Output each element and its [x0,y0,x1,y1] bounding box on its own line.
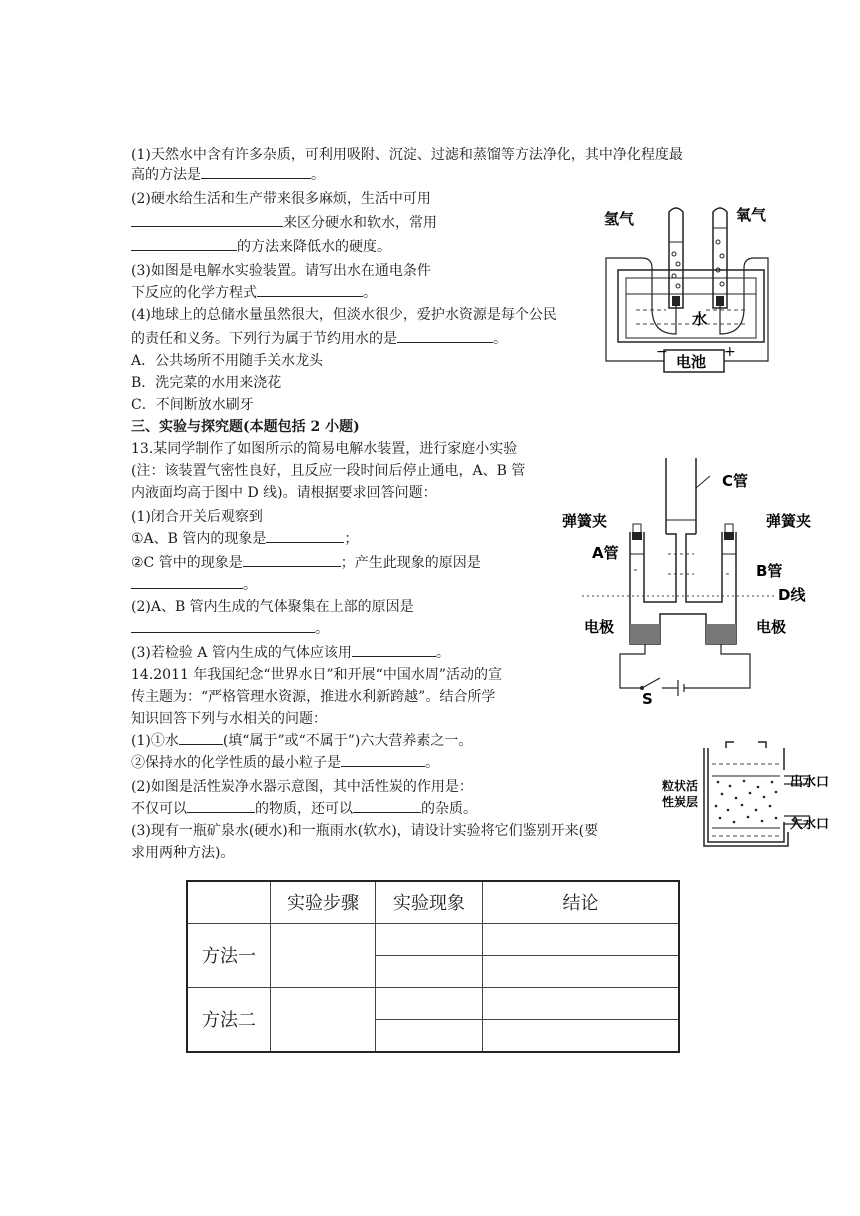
q14-line5 [131,754,439,772]
q13-q2-text: ②C 管中的现象是 [131,555,243,571]
switch-label: S [642,690,653,704]
q13-q2-reason: ；产生此现象的原因是 [340,555,481,571]
hydrogen-tube [669,208,683,308]
q13-line7 [131,576,257,594]
answer-blank[interactable] [397,330,493,343]
oxygen-label: 氧气 [736,206,767,224]
q14-q1-hint: (填“属于”或“不属于”)六大营养素之一。 [222,733,473,749]
water-label: 水 [692,310,708,328]
answer-blank[interactable] [131,238,237,251]
answer-blank[interactable] [352,644,436,657]
spring-clip [632,532,642,540]
table-header-cell [187,881,271,923]
table-header-cell: 实验步骤 [271,881,376,923]
q14-q1-text: (1)①水 [131,733,179,749]
table-cell[interactable] [271,987,376,1052]
q14-line9: 求用两种方法)。 [131,845,235,861]
q12-part1-line2 [131,166,325,184]
q12-option-b: B．洗完菜的水用来浇花 [131,375,282,391]
answer-blank[interactable] [341,754,425,767]
electrode-right-label: 电极 [756,618,787,636]
b-tube-label: B管 [756,562,783,580]
table-cell[interactable] [376,1019,483,1052]
table-cell[interactable] [483,955,680,987]
q12-part1-line1: (1)天然水中含有许多杂质，可利用吸附、沉淀、过滤和蒸馏等方法净化，其中净化程度最 [131,147,683,163]
q12-part4-line2 [131,330,507,348]
carbon-filter-diagram [660,740,830,850]
electrolysis-figure [596,198,776,374]
q13-q3-end: 。 [315,621,329,637]
home-electrolysis-figure [560,454,820,704]
q13-line6 [131,554,481,572]
q14-line7 [131,800,477,818]
q14-q2-text: ②保持水的化学性质的最小粒子是 [131,755,341,771]
q13-line8: (2)A、B 管内生成的气体聚集在上部的原因是 [131,599,414,615]
spring-clip [724,532,734,540]
q12-part4-text: 的责任和义务。下列行为属于节约用水的是 [131,331,397,347]
q13-line2: (注：该装置气密性良好，且反应一段时间后停止通电，A、B 管 [131,463,526,479]
c-tube-label: C管 [722,472,749,490]
switch [642,678,660,688]
q14-line8: (3)现有一瓶矿泉水(硬水)和一瓶雨水(软水)，请设计实验将它们鉴别开来(要 [131,823,599,839]
q12-option-c: C．不间断放水刷牙 [131,397,254,413]
q12-part2-end: 的方法来降低水的硬度。 [237,239,391,255]
q14-line4 [131,732,472,750]
table-header-cell: 实验现象 [376,881,483,923]
u-tube-inner [644,532,722,602]
carbon-granules [715,780,778,824]
q13-q4-text: (3)若检验 A 管内生成的气体应该用 [131,645,352,661]
table-cell[interactable] [376,955,483,987]
q13-line1: 13.某同学制作了如图所示的简易电解水装置，进行家庭小实验 [131,441,518,457]
q14-line3: 知识回答下列与水相关的问题： [131,711,327,727]
q13-q1-text: ①A、B 管内的现象是 [131,531,267,547]
electrode [716,296,724,306]
electrode [706,624,736,644]
table-row [187,987,679,1019]
q12-part3-line1: (3)如图是电解水实验装置。请写出水在通电条件 [131,263,431,279]
beaker [618,270,764,342]
q12-part1-text: 高的方法是 [131,167,201,183]
table-cell[interactable] [483,923,680,955]
answer-blank[interactable] [266,530,344,543]
q13-q4-end: 。 [435,645,450,661]
battery-label: 电池 [676,353,707,371]
carbon-layer-label-2: 性炭层 [662,795,699,809]
outlet-label: 出水口 [790,775,830,790]
carbon-layer-label-1: 粒状活 [662,779,699,793]
answer-blank[interactable] [243,554,341,567]
table-row [187,923,679,955]
answer-blank[interactable] [179,732,223,745]
q12-part2-line3 [131,238,391,256]
a-tube-label: A管 [592,544,619,562]
home-electrolysis-diagram [560,454,820,704]
q13-line3: 内液面均高于图中 D 线)。请根据要求回答问题： [131,485,437,501]
q14-line6: (2)如图是活性炭净水器示意图，其中活性炭的作用是： [131,779,473,795]
table-cell[interactable] [483,987,680,1019]
q13-q2-end: 。 [243,577,257,593]
method-label: 方法二 [187,987,271,1052]
spring-clip-left-label: 弹簧夹 [562,512,608,530]
answer-blank[interactable] [201,166,311,179]
d-line-label: D线 [778,586,806,604]
section-heading: 三、实验与探究题(本题包括 2 小题) [131,419,360,435]
answer-blank[interactable] [131,214,283,227]
q12-part3-line2 [131,284,377,302]
table-header-row [187,881,679,923]
carbon-filter-figure [660,740,830,850]
experiment-table [186,880,680,1053]
q12-option-a: A．公共场所不用随手关水龙头 [131,353,324,369]
q14-q3-text: 不仅可以 [131,801,187,817]
q12-part2-text: 来区分硬水和软水，常用 [283,215,437,231]
q12-part3-end: 。 [363,285,377,301]
answer-blank[interactable] [131,620,315,633]
answer-blank[interactable] [353,800,421,813]
q12-part1-end: 。 [311,167,325,183]
table-cell[interactable] [483,1019,680,1052]
q12-part4-line1: (4)地球上的总储水量虽然很大，但淡水很少，爱护水资源是每个公民 [131,307,557,323]
positive-sign: + [724,344,736,360]
q14-q3-mid: 的物质，还可以 [255,801,353,817]
table-header-cell: 结论 [483,881,680,923]
q14-q3-end: 的杂质。 [421,801,477,817]
q14-q2-end: 。 [425,755,439,771]
q13-line5 [131,530,358,548]
q12-part4-end: 。 [493,331,507,347]
q13-q1-sep: ； [344,531,359,547]
answer-blank[interactable] [187,800,255,813]
q13-line10 [131,644,450,662]
answer-blank[interactable] [257,284,363,297]
negative-sign: − [656,344,668,360]
q12-part3-text: 下反应的化学方程式 [131,285,257,301]
table-cell[interactable] [376,923,483,955]
spring-clip-right-label: 弹簧夹 [766,512,812,530]
table-cell[interactable] [376,987,483,1019]
electrolysis-diagram [596,198,776,374]
q12-part2-line1: (2)硬水给生活和生产带来很多麻烦，生活中可用 [131,191,431,207]
q14-line2: 传主题为：“严格管理水资源，推进水利新跨越”。结合所学 [131,689,496,705]
inlet-label: 入水口 [790,817,830,832]
electrode-left-label: 电极 [584,618,615,636]
table-cell[interactable] [271,923,376,987]
q12-part2-line2 [131,214,437,232]
oxygen-tube [713,208,727,308]
answer-blank[interactable] [131,576,243,589]
method-label: 方法一 [187,923,271,987]
q13-line4: (1)闭合开关后观察到 [131,509,263,525]
electrode [630,624,660,644]
q13-line9 [131,620,329,638]
electrode [672,296,680,306]
hydrogen-label: 氢气 [604,210,635,228]
q14-line1: 14.2011 年我国纪念“世界水日”和开展“中国水周”活动的宣 [131,667,502,683]
